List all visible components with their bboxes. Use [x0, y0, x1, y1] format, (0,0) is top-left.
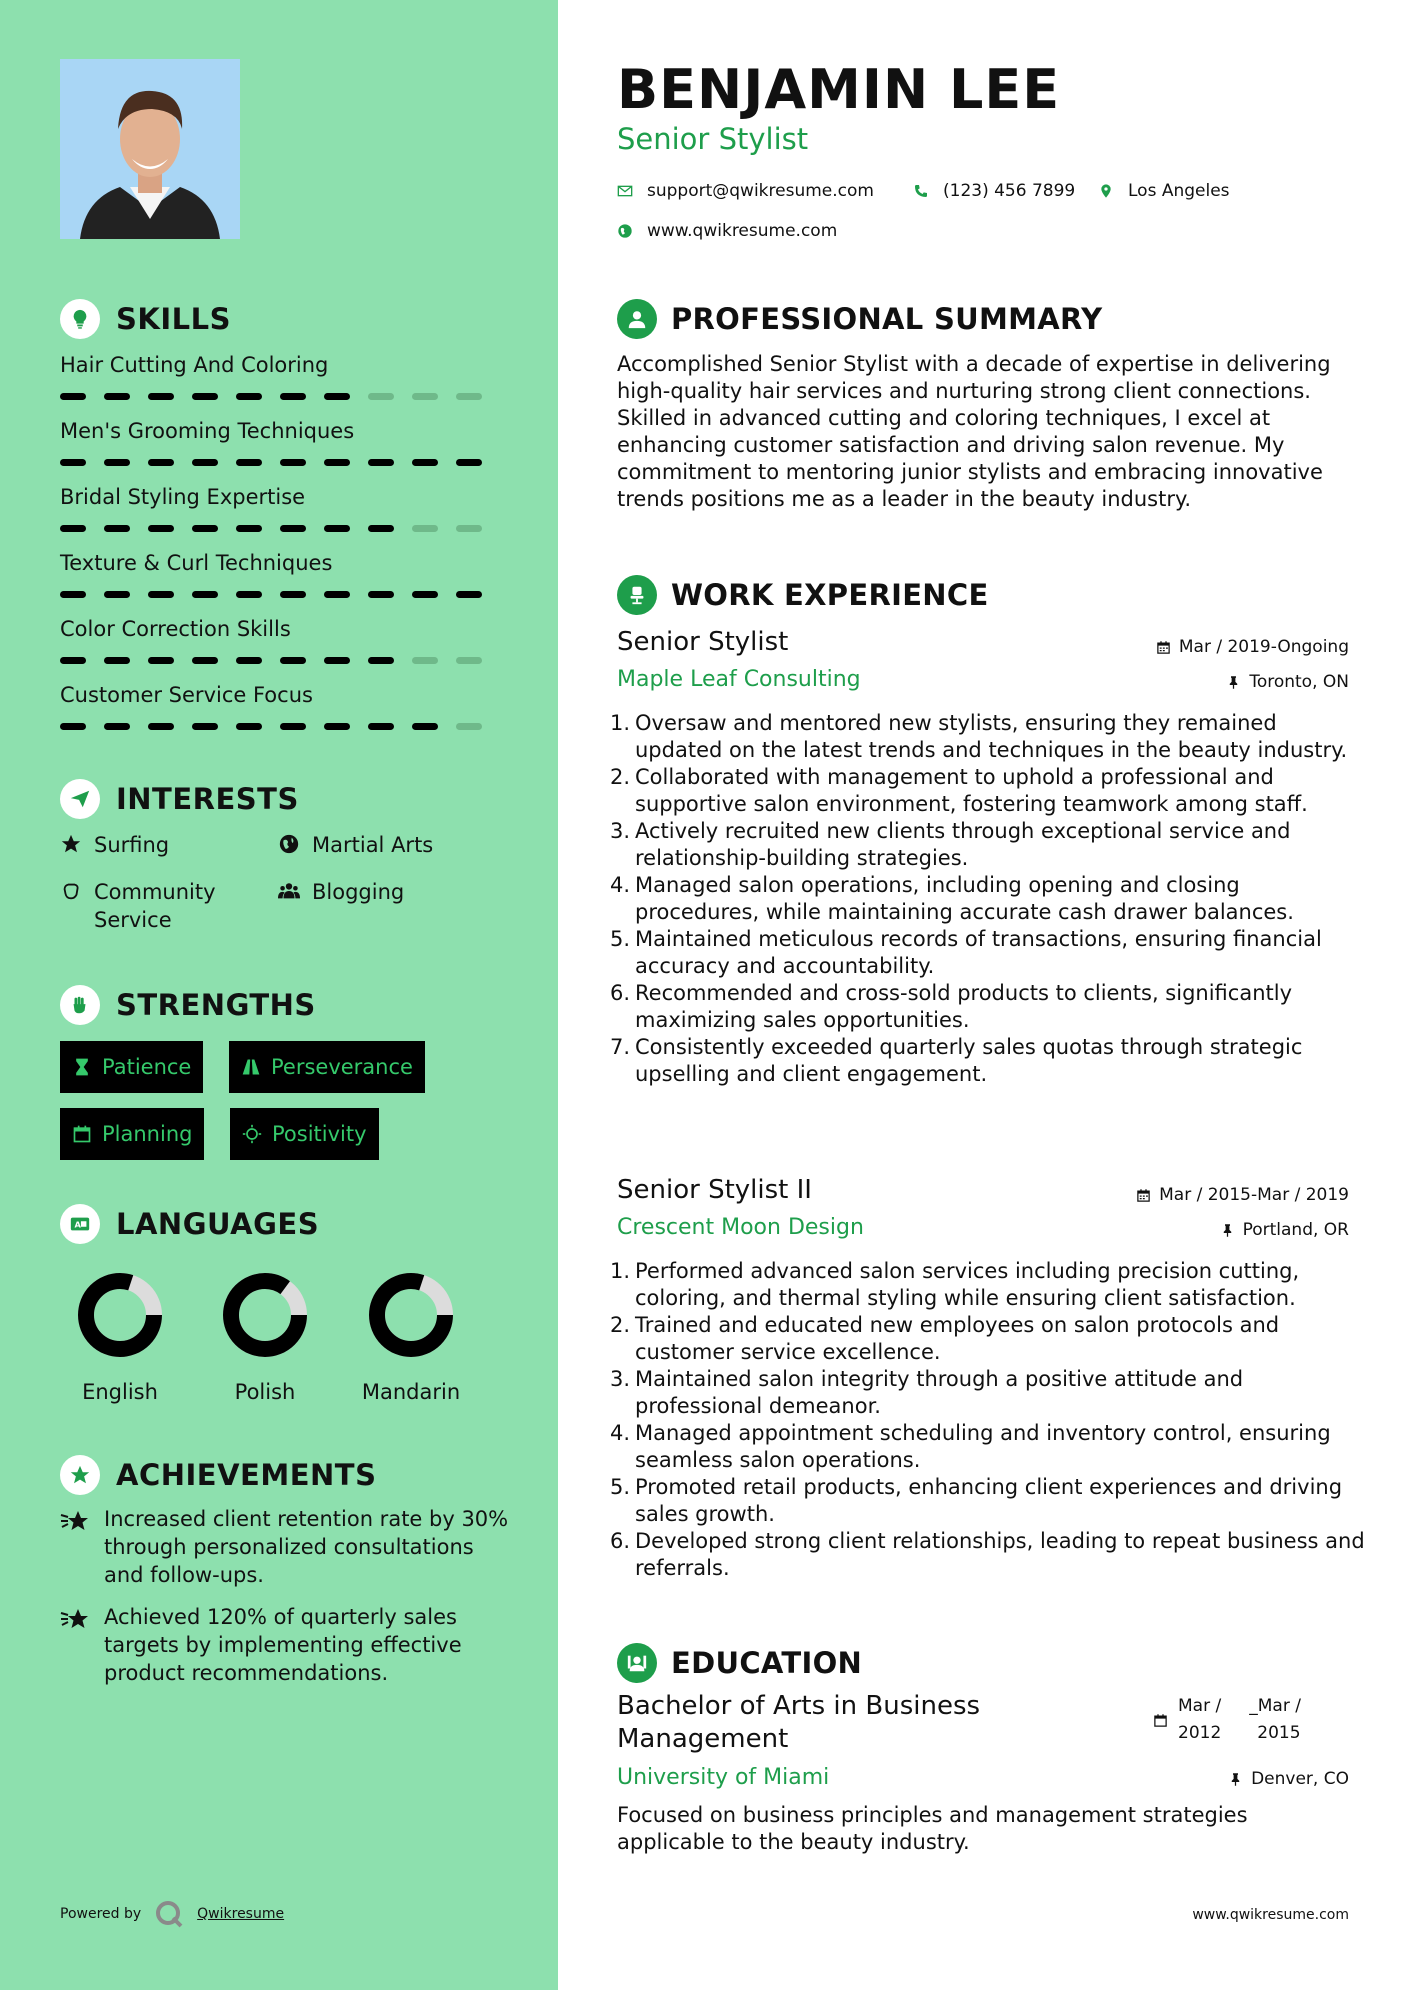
experience-heading [617, 575, 989, 615]
bullet-text: Consistently exceeded quarterly sales quotas through strategic upselling and client engagement. [635, 1035, 1303, 1086]
skill-dash-empty [412, 657, 438, 664]
bullet-text: Performed advanced salon services including precision cutting, coloring, and thermal styling while ensuring client satisfaction. [635, 1259, 1300, 1310]
bullet-number: 5. [610, 1475, 631, 1499]
bullet-number: 3. [610, 1367, 631, 1391]
bullet-text: Maintained salon integrity through a positive attitude and professional demeanor. [635, 1367, 1244, 1418]
education-location-text: Denver, CO [1251, 1769, 1349, 1789]
skill-dash-filled [280, 459, 306, 466]
skill-dash-filled [192, 591, 218, 598]
skill-level-bar [60, 591, 500, 599]
strengths-title: STRENGTHS [116, 988, 316, 1022]
skill-dash-empty [456, 723, 482, 730]
skill-dash-filled [280, 393, 306, 400]
skill-item [60, 351, 500, 401]
skill-level-bar [60, 393, 500, 401]
phone-text: (123) 456 7899 [943, 181, 1076, 201]
skill-dash-filled [148, 591, 174, 598]
skill-dash-filled [368, 723, 394, 730]
achievement-item [60, 1505, 510, 1589]
job-bullet [610, 818, 1365, 872]
skill-dash-filled [148, 525, 174, 532]
skill-item [60, 417, 500, 467]
bullet-text: Maintained meticulous records of transactions, ensuring financial accuracy and accountability. [635, 927, 1322, 978]
bullet-number: 4. [610, 1421, 631, 1445]
achievements-title: ACHIEVEMENTS [116, 1458, 377, 1492]
sun-icon [242, 1124, 262, 1144]
skill-dash-filled [192, 393, 218, 400]
sidebar [0, 0, 558, 1990]
skill-dash-filled [456, 591, 482, 598]
skill-dash-filled [456, 459, 482, 466]
skill-dash-filled [60, 393, 86, 400]
contact-website[interactable] [617, 221, 837, 241]
interest-item [278, 831, 433, 859]
languages-heading [60, 1204, 319, 1244]
hand-icon [60, 880, 82, 902]
powered-by-label: Powered by [60, 1906, 142, 1922]
job-location [1226, 672, 1349, 692]
interest-label: Blogging [312, 880, 405, 904]
skill-dash-filled [324, 591, 350, 598]
achievements-heading [60, 1455, 376, 1495]
job-bullets [610, 1258, 1365, 1582]
powered-by [60, 1900, 284, 1928]
star-icon [60, 833, 82, 855]
interest-label: Martial Arts [312, 833, 434, 857]
job-dates [1156, 637, 1349, 657]
skill-dash-filled [60, 723, 86, 730]
summary-title: PROFESSIONAL SUMMARY [671, 302, 1103, 336]
skill-dash-filled [60, 525, 86, 532]
job-dates-text: Mar / 2015-Mar / 2019 [1159, 1185, 1349, 1205]
skill-name: Hair Cutting And Coloring [60, 353, 329, 377]
skill-dash-filled [104, 393, 130, 400]
svg-text:A: A [74, 1219, 81, 1230]
bullet-number: 6. [610, 1529, 631, 1553]
skill-dash-filled [368, 525, 394, 532]
skill-level-bar [60, 459, 500, 467]
skill-dash-filled [104, 591, 130, 598]
skill-dash-empty [456, 525, 482, 532]
graduate-icon [617, 1643, 657, 1683]
strength-tag [60, 1041, 203, 1093]
strengths-heading [60, 985, 316, 1025]
strength-label: Positivity [272, 1122, 367, 1146]
skill-name: Color Correction Skills [60, 617, 291, 641]
job-company: Maple Leaf Consulting [617, 667, 861, 692]
skill-dash-filled [236, 525, 262, 532]
interest-item [278, 878, 404, 906]
website-text: www.qwikresume.com [647, 221, 838, 241]
skill-dash-filled [192, 525, 218, 532]
job-bullet [610, 710, 1365, 764]
strength-label: Patience [102, 1055, 192, 1079]
job-company: Crescent Moon Design [617, 1215, 864, 1240]
bullet-text: Actively recruited new clients through exceptional service and relationship-building strategies. [635, 819, 1291, 870]
paper-plane-icon [60, 779, 100, 819]
job-bullet [610, 1474, 1365, 1528]
strength-tag [229, 1041, 425, 1093]
skill-item [60, 681, 500, 731]
job-bullet [610, 1312, 1365, 1366]
skill-dash-filled [236, 657, 262, 664]
calendar-icon [1153, 1713, 1168, 1728]
job-dates [1136, 1185, 1349, 1205]
bullet-number: 5. [610, 927, 631, 951]
job-bullet [610, 1258, 1365, 1312]
skill-dash-filled [324, 657, 350, 664]
skill-dash-filled [280, 525, 306, 532]
degree-title: Bachelor of Arts in Business Management [617, 1691, 981, 1754]
skill-dash-empty [456, 657, 482, 664]
school-name: University of Miami [617, 1765, 830, 1790]
education-end [1249, 1693, 1301, 1747]
language-item [200, 1270, 330, 1404]
summary-text: Accomplished Senior Stylist with a decade of expertise in delivering high-quality hair services and nurturing strong client connections. Skilled in advanced cutting and coloring techniques, I excel at enhancing customer satisfaction and driving salon revenue. My commitment to mentoring junior stylists and embracing innovative trends positions me as a leader in the beauty industry. [617, 352, 1331, 511]
job-bullet [610, 1366, 1365, 1420]
education-start-month: Mar / [1178, 1696, 1222, 1716]
bullet-number: 1. [610, 1259, 631, 1283]
job-bullet [610, 764, 1365, 818]
skill-dash-filled [148, 459, 174, 466]
language-item [346, 1270, 476, 1404]
interests-title: INTERESTS [116, 782, 299, 816]
skill-dash-filled [104, 723, 130, 730]
skill-item [60, 549, 500, 599]
map-pin-icon [1098, 183, 1114, 199]
skill-name: Bridal Styling Expertise [60, 485, 306, 509]
education-dates [1153, 1693, 1301, 1747]
language-name: Mandarin [361, 1380, 461, 1404]
education-description: Focused on business principles and management strategies applicable to the beauty industry. [617, 1803, 1248, 1854]
skill-dash-filled [236, 723, 262, 730]
interest-label: Surfing [94, 833, 170, 857]
skill-dash-filled [280, 657, 306, 664]
skill-dash-filled [412, 591, 438, 598]
job-title: Senior Stylist II [617, 1175, 812, 1205]
skill-dash-filled [280, 723, 306, 730]
skill-dash-filled [412, 459, 438, 466]
skill-name: Texture & Curl Techniques [60, 551, 333, 575]
contact-phone[interactable] [913, 181, 1075, 201]
chair-icon [617, 575, 657, 615]
bullet-number: 4. [610, 873, 631, 897]
skill-level-bar [60, 657, 500, 665]
skill-dash-filled [192, 459, 218, 466]
calendar-icon [1136, 1188, 1151, 1203]
skills-heading [60, 299, 231, 339]
contact-email[interactable] [617, 181, 874, 201]
bullet-text: Managed salon operations, including opening and closing procedures, while maintaining accurate cash drawer balances. [635, 873, 1294, 924]
candidate-title: Senior Stylist [617, 122, 809, 156]
skill-dash-filled [236, 591, 262, 598]
strength-label: Planning [102, 1122, 193, 1146]
calendar-icon [72, 1124, 92, 1144]
pushpin-icon [1220, 1223, 1235, 1238]
job-location-text: Portland, OR [1242, 1220, 1349, 1240]
experience-title: WORK EXPERIENCE [671, 578, 989, 612]
bullet-number: 6. [610, 981, 631, 1005]
strength-tag [60, 1108, 204, 1160]
interests-heading [60, 779, 299, 819]
job-title: Senior Stylist [617, 627, 789, 657]
job-bullets [610, 710, 1365, 1088]
shooting-star-icon [60, 1505, 92, 1537]
email-text: support@qwikresume.com [647, 181, 874, 201]
skill-dash-filled [192, 657, 218, 664]
skill-dash-filled [324, 459, 350, 466]
skill-dash-empty [368, 393, 394, 400]
lightbulb-icon [60, 299, 100, 339]
phone-icon [913, 183, 929, 199]
globe-icon [617, 223, 633, 239]
skill-dash-filled [236, 459, 262, 466]
candidate-name: BENJAMIN LEE [617, 58, 1061, 121]
bullet-text: Oversaw and mentored new stylists, ensuring they remained updated on the latest trends and techniques in the beauty industry. [635, 711, 1348, 762]
skill-dash-filled [104, 525, 130, 532]
language-name: English [82, 1380, 158, 1404]
job-bullet [610, 1528, 1365, 1582]
skill-dash-filled [280, 591, 306, 598]
road-icon [241, 1057, 261, 1077]
footer-url[interactable]: www.qwikresume.com [1192, 1907, 1349, 1923]
bullet-text: Managed appointment scheduling and inventory control, ensuring seamless salon operations. [635, 1421, 1331, 1472]
bullet-number: 3. [610, 819, 631, 843]
achievement-text: Increased client retention rate by 30% through personalized consultations and follow-ups. [104, 1507, 509, 1587]
location-text: Los Angeles [1128, 181, 1230, 201]
skill-dash-filled [324, 393, 350, 400]
bullet-text: Collaborated with management to uphold a professional and supportive salon environment, fostering teamwork among staff. [635, 765, 1308, 816]
skill-dash-filled [60, 591, 86, 598]
education-start-year: 2012 [1178, 1723, 1222, 1743]
calendar-icon [1156, 640, 1171, 655]
envelope-icon [617, 183, 633, 199]
language-level-ring [366, 1270, 456, 1360]
skill-name: Customer Service Focus [60, 683, 313, 707]
education-start [1178, 1693, 1221, 1747]
language-name: Polish [234, 1380, 296, 1404]
shooting-star-icon [60, 1603, 92, 1635]
skill-dash-filled [60, 657, 86, 664]
skill-dash-filled [368, 657, 394, 664]
language-level-ring [75, 1270, 165, 1360]
skill-dash-filled [324, 723, 350, 730]
skill-dash-filled [148, 657, 174, 664]
achievement-text: Achieved 120% of quarterly sales targets by implementing effective product recommendations. [104, 1605, 462, 1685]
skill-dash-filled [60, 459, 86, 466]
bullet-number: 1. [610, 711, 631, 735]
contact-location [1098, 181, 1230, 201]
strength-label: Perseverance [271, 1055, 413, 1079]
education-heading [617, 1643, 862, 1683]
skill-dash-empty [456, 393, 482, 400]
pushpin-icon [1228, 1772, 1243, 1787]
skill-level-bar [60, 723, 500, 731]
bullet-text: Developed strong client relationships, leading to repeat business and referrals. [635, 1529, 1365, 1580]
job-bullet [610, 926, 1365, 980]
users-icon [278, 880, 300, 902]
skill-dash-filled [148, 723, 174, 730]
education-location [1228, 1769, 1349, 1789]
qwikresume-link[interactable]: Qwikresume [197, 1906, 285, 1922]
job-bullet [610, 1034, 1365, 1088]
strength-tag [230, 1108, 379, 1160]
skill-level-bar [60, 525, 500, 533]
globe-icon [278, 833, 300, 855]
hourglass-icon [72, 1057, 92, 1077]
skill-dash-filled [236, 393, 262, 400]
job-dates-text: Mar / 2019-Ongoing [1178, 637, 1349, 657]
pushpin-icon [1226, 675, 1241, 690]
bullet-number: 2. [610, 765, 631, 789]
bullet-text: Promoted retail products, enhancing client experiences and driving sales growth. [635, 1475, 1343, 1526]
education-end-month: _Mar / [1249, 1696, 1301, 1716]
language-icon [60, 1204, 100, 1244]
skill-dash-filled [104, 657, 130, 664]
skill-dash-filled [368, 591, 394, 598]
bullet-number: 7. [610, 1035, 631, 1059]
qwikresume-logo-icon [155, 1900, 183, 1928]
job-location [1220, 1220, 1349, 1240]
achievement-item [60, 1603, 510, 1687]
language-level-ring [220, 1270, 310, 1360]
skill-item [60, 615, 500, 665]
skill-dash-filled [192, 723, 218, 730]
skill-dash-empty [412, 393, 438, 400]
trophy-star-icon [60, 1455, 100, 1495]
bullet-text: Recommended and cross-sold products to clients, significantly maximizing sales opportunities. [635, 981, 1293, 1032]
profile-photo [60, 59, 240, 239]
skill-name: Men's Grooming Techniques [60, 419, 355, 443]
education-end-year: 2015 [1257, 1723, 1301, 1743]
education-title: EDUCATION [671, 1646, 863, 1680]
skill-dash-filled [148, 393, 174, 400]
language-item [55, 1270, 185, 1404]
bullet-number: 2. [610, 1313, 631, 1337]
skill-dash-empty [412, 525, 438, 532]
skills-title: SKILLS [116, 302, 231, 336]
skill-dash-filled [368, 459, 394, 466]
languages-title: LANGUAGES [116, 1207, 320, 1241]
interest-label: Community Service [94, 880, 216, 932]
skill-dash-filled [412, 723, 438, 730]
job-bullet [610, 1420, 1365, 1474]
summary-heading [617, 299, 1102, 339]
job-bullet [610, 980, 1365, 1034]
skill-item [60, 483, 500, 533]
job-location-text: Toronto, ON [1249, 672, 1349, 692]
user-icon [617, 299, 657, 339]
skill-dash-filled [104, 459, 130, 466]
fist-icon [60, 985, 100, 1025]
bullet-text: Trained and educated new employees on salon protocols and customer service excellence. [635, 1313, 1280, 1364]
job-bullet [610, 872, 1365, 926]
skill-dash-filled [324, 525, 350, 532]
interest-item [60, 878, 260, 934]
interest-item [60, 831, 169, 859]
